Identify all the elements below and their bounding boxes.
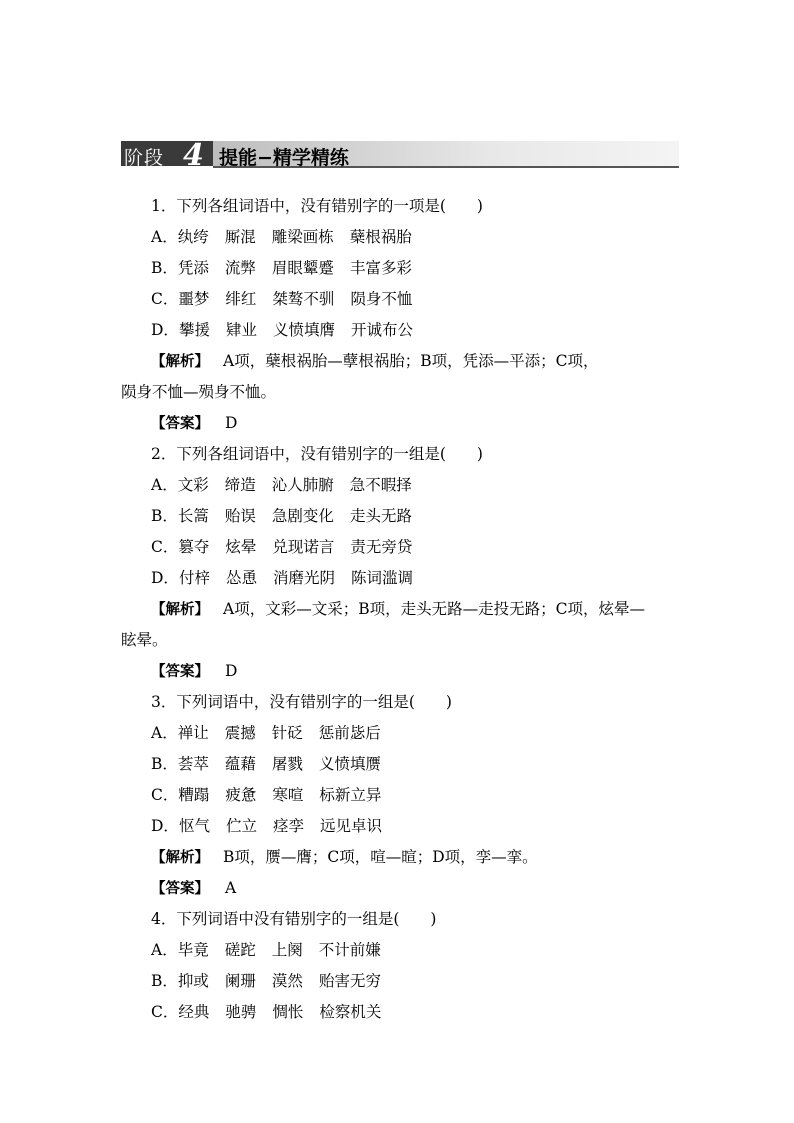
option-row: [121, 718, 681, 749]
option-word: 毕竟: [177, 941, 209, 959]
option-label: C．: [151, 290, 179, 308]
question-stem: 4．下列词语中没有错别字的一组是( ): [151, 910, 437, 928]
option-row: [121, 284, 681, 315]
option-row: [121, 501, 681, 532]
option-word: 蕴藉: [224, 755, 256, 773]
option-word: 缔造: [224, 476, 256, 494]
option-word: 远见卓识: [319, 817, 382, 835]
option-word: 攀援: [178, 321, 210, 339]
option-word: 荟萃: [177, 755, 209, 773]
option-word: 雕梁画栋: [271, 228, 334, 246]
option-word: 屠戮: [271, 755, 303, 773]
option-label: B．: [151, 507, 178, 525]
option-word: 驰骋: [225, 1003, 257, 1021]
option-word: 怂恿: [225, 569, 257, 587]
option-word: 不计前嫌: [318, 941, 381, 959]
option-row: [121, 935, 681, 966]
option-row: [121, 222, 681, 253]
option-word: 流弊: [224, 259, 256, 277]
option-word: 开诚布公: [350, 321, 413, 339]
option-word: 检察机关: [319, 1003, 382, 1021]
option-word: 兑现诺言: [272, 538, 335, 556]
option-word: 怄气: [178, 817, 210, 835]
analysis-text: A项，蘖根祸胎—孽根祸胎；B项，凭添—平添；C项，: [223, 352, 599, 370]
option-label: A．: [151, 228, 178, 246]
option-row: [121, 749, 681, 780]
option-word: 长篙: [177, 507, 209, 525]
section-title: 提能−精学精练: [219, 147, 349, 169]
answer: [121, 408, 681, 439]
option-word: 磋跎: [224, 941, 256, 959]
answer-value: D: [225, 662, 238, 680]
analysis-tag: 【解析】: [151, 354, 209, 370]
option-word: 沁人肺腑: [271, 476, 334, 494]
section-title-bar: [213, 141, 679, 168]
option-word: 义愤填赝: [318, 755, 381, 773]
option-label: C．: [151, 538, 179, 556]
option-label: A．: [151, 941, 178, 959]
option-word: 义愤填膺: [272, 321, 335, 339]
option-word: 上阕: [271, 941, 303, 959]
stage-badge: [121, 138, 213, 173]
answer: [121, 873, 681, 904]
option-word: 标新立异: [319, 786, 382, 804]
option-word: 经典: [178, 1003, 210, 1021]
option-label: A．: [151, 476, 178, 494]
option-word: 惆怅: [272, 1003, 304, 1021]
option-word: 阑珊: [224, 972, 256, 990]
option-label: C．: [151, 786, 179, 804]
question-stem: 3．下列词语中，没有错别字的一组是( ): [151, 693, 452, 711]
option-word: 厮混: [224, 228, 256, 246]
option-word: 急不暇择: [349, 476, 412, 494]
analysis: [121, 842, 681, 873]
option-word: 急剧变化: [271, 507, 334, 525]
option-word: 桀骜不驯: [272, 290, 335, 308]
option-row: [121, 966, 681, 997]
question-stem: 2．下列各组词语中，没有错别字的一组是( ): [151, 445, 483, 463]
option-label: B．: [151, 755, 178, 773]
option-word: 糟蹋: [178, 786, 210, 804]
answer-tag: 【答案】: [151, 416, 209, 432]
answer-tag: 【答案】: [151, 664, 209, 680]
option-word: 丰富多彩: [349, 259, 412, 277]
option-word: 眉眼颦蹙: [271, 259, 334, 277]
option-row: [121, 811, 681, 842]
option-word: 抑或: [177, 972, 209, 990]
option-word: 疲惫: [225, 786, 257, 804]
option-word: 走头无路: [349, 507, 412, 525]
analysis: [121, 346, 681, 377]
option-word: 文彩: [177, 476, 209, 494]
option-word: 消磨光阴: [272, 569, 335, 587]
option-row: [121, 470, 681, 501]
stage-label: 阶段: [124, 147, 165, 169]
question-stem: 1．下列各组词语中，没有错别字的一项是( ): [151, 197, 483, 215]
option-word: 陨身不恤: [350, 290, 413, 308]
answer-value: A: [225, 879, 237, 897]
analysis-text: B项，赝—膺；C项，喧—暄；D项，孪—挛。: [223, 848, 538, 866]
option-word: 贻误: [224, 507, 256, 525]
exercise-content: [121, 191, 681, 1028]
option-word: 漠然: [271, 972, 303, 990]
option-word: 蘖根祸胎: [349, 228, 412, 246]
option-word: 炫晕: [225, 538, 257, 556]
option-word: 付梓: [178, 569, 210, 587]
option-word: 针砭: [271, 724, 303, 742]
option-row: [121, 563, 681, 594]
analysis: [121, 594, 681, 625]
option-label: D．: [151, 321, 179, 339]
option-word: 肄业: [225, 321, 257, 339]
answer-tag: 【答案】: [151, 881, 209, 897]
answer: [121, 656, 681, 687]
option-word: 责无旁贷: [350, 538, 413, 556]
option-label: B．: [151, 259, 178, 277]
analysis-tag: 【解析】: [151, 850, 209, 866]
stage-number: 4: [183, 138, 204, 173]
analysis-tag: 【解析】: [151, 602, 209, 618]
option-word: 陈词滥调: [350, 569, 413, 587]
option-word: 寒喧: [272, 786, 304, 804]
answer-value: D: [225, 414, 238, 432]
analysis-continued: 陨身不恤—殒身不恤。: [121, 383, 277, 401]
option-row: [121, 315, 681, 346]
option-row: [121, 253, 681, 284]
option-word: 痉孪: [272, 817, 304, 835]
option-word: 凭添: [177, 259, 209, 277]
option-word: 篡夺: [178, 538, 210, 556]
option-label: D．: [151, 817, 179, 835]
option-label: A．: [151, 724, 178, 742]
option-row: [121, 780, 681, 811]
option-label: D．: [151, 569, 179, 587]
option-label: C．: [151, 1003, 179, 1021]
option-row: [121, 997, 681, 1028]
option-word: 伫立: [225, 817, 257, 835]
stage-banner: [121, 138, 679, 173]
option-word: 贻害无穷: [318, 972, 381, 990]
option-word: 噩梦: [178, 290, 210, 308]
option-word: 震撼: [224, 724, 256, 742]
analysis-continued: 眩晕。: [121, 631, 168, 649]
option-label: B．: [151, 972, 178, 990]
option-row: [121, 532, 681, 563]
option-word: 惩前毖后: [318, 724, 381, 742]
analysis-text: A项，文彩—文采；B项，走头无路—走投无路；C项，炫晕—: [223, 600, 645, 618]
option-word: 绯红: [225, 290, 257, 308]
option-word: 纨绔: [177, 228, 209, 246]
option-word: 禅让: [177, 724, 209, 742]
